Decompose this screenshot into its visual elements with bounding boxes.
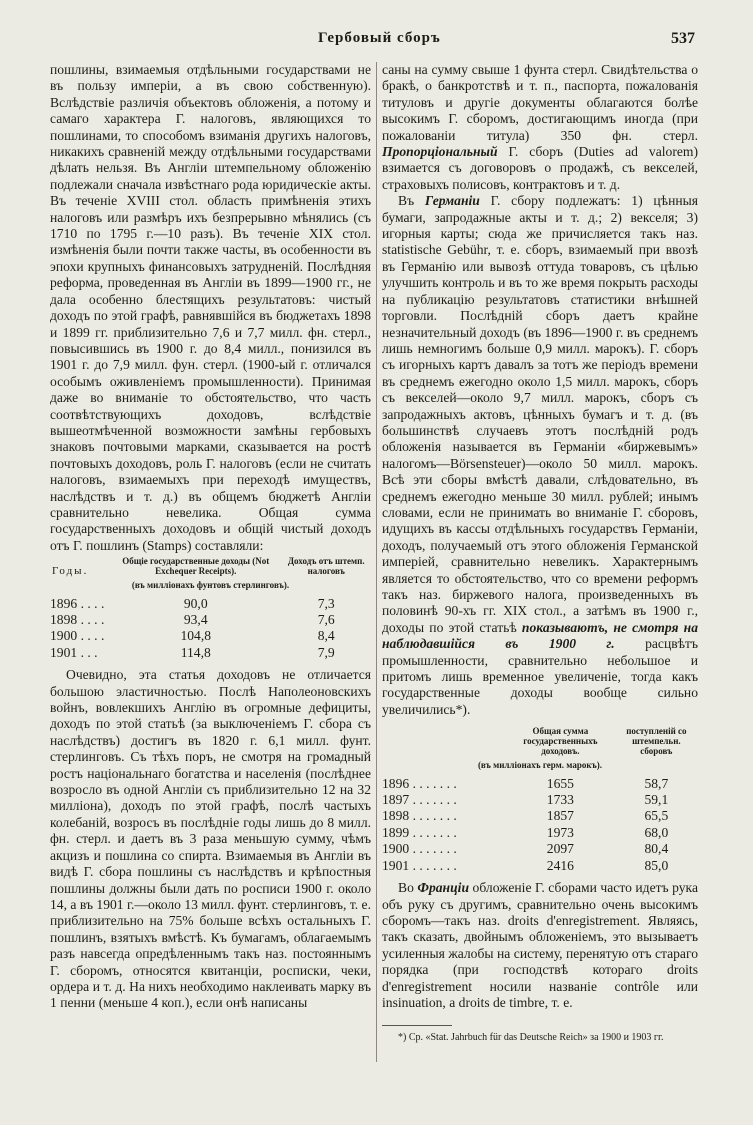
table-row — [382, 841, 698, 857]
table-cell-stamps: 7,3 — [317, 595, 335, 611]
table-cell-year: 1901 . . . . . . . — [382, 857, 457, 873]
table-row — [50, 612, 371, 628]
text-run: Въ — [398, 193, 415, 209]
germany-revenue-table — [382, 726, 698, 874]
page-number: 537 — [671, 30, 695, 47]
table-cell-year: 1900 . . . . — [50, 628, 105, 644]
table-row — [50, 628, 371, 644]
table-cell-year: 1900 . . . . . . . — [382, 841, 457, 857]
table-unit: (въ милліонахъ фунтовъ стерлинговъ). — [131, 580, 290, 591]
table-row — [50, 596, 371, 612]
table-cell-stamps: 58,7 — [644, 775, 669, 791]
table-cell-year: 1898 . . . . . . . — [382, 808, 457, 824]
text-run: Во — [398, 880, 414, 896]
table-header-total: Общая сумма государственныхъ доходовъ. — [523, 726, 598, 757]
table-cell-total: 1973 — [546, 824, 574, 840]
text-run: саны на сумму свыше 1 фунта стерл. Свидѣтельства о бракѣ, о банкротствѣ и т. п., паспорта, пожалованія титуловъ и другіе документы облагаются болѣе высокимъ Г. сборомъ, достигающимъ иногда (при пожалованіи титула) 350 фн. стерл. — [382, 62, 698, 143]
table-cell-total: 1857 — [546, 808, 574, 824]
table-cell-total: 93,4 — [183, 612, 208, 627]
table-header-stamps: поступленій со штемпельн. сборовъ — [626, 726, 687, 757]
emphasis: Германіи — [424, 193, 480, 209]
table-row — [382, 858, 698, 874]
paragraph: Очевидно, эта статья доходовъ не отличается большою эластичностью. Послѣ Наполеоновскихъ войнъ, вовлекшихъ Англію въ огромные дефициты, доходъ по этой статьѣ (за выключеніемъ Г. сбора съ наслѣдствъ) достигъ въ 1820 г. 6,1 милл. фунт. стерлинговъ. Съ тѣхъ поръ, не смотря на громадный ростъ національнаго богатства и населенія (послѣднее возросло въ одной Англіи съ приблизительно 12 на 32 милліона), доходъ по этой графѣ, послѣ частыхъ колебаній, возросъ въ послѣдніе годы лишь до 8 милл. фн. стерл. и даетъ въ 3 раза меньшую сумму, чѣмъ акцизъ и пошлина со спирта. Взимаемыя въ Англіи въ видѣ Г. сбора пошлины съ наслѣдствъ и крѣпостныя пошлины должны были дать по росписи 1900 г. около 14, а въ 1901 г.—около 13 милл. фунт. стерлинговъ, т. е. приблизительно на 75% больше всѣхъ остальныхъ Г. пошлинъ, взятыхъ вмѣстѣ. Къ бумагамъ, облагаемымъ разъ навсегда опредѣленнымъ такъ наз. постояннымъ Г. сборомъ, относятся квитанціи, росписки, чеки, ордера и т. д. На нихъ необходимо наклеивать марку въ 1 пенни (меньше 4 коп.), если онѣ написаны — [50, 667, 371, 1011]
table-cell-total: 2416 — [546, 857, 574, 873]
page-header — [0, 30, 753, 54]
paragraph — [382, 880, 698, 1011]
table-cell-stamps: 85,0 — [644, 857, 669, 873]
table-cell-year: 1901 . . . — [50, 644, 98, 660]
table-cell-stamps: 7,6 — [317, 612, 335, 627]
column-divider — [376, 62, 377, 1062]
table-row — [382, 825, 698, 841]
table-cell-stamps: 65,5 — [644, 808, 669, 824]
footnote: *) Ср. «Stat. Jahrbuch für das Deutsche Reich» за 1900 и 1903 гг. — [398, 1032, 664, 1044]
emphasis: Франціи — [417, 880, 470, 896]
text-run: расцвѣтъ промышленности, сравнительно небольшое и притомъ лишь временное увеличеніе, тогда какъ государственные доходы вообще сильно увеличились*). — [382, 636, 698, 717]
table-cell-total: 1733 — [546, 792, 574, 808]
table-cell-year: 1898 . . . . — [50, 612, 105, 627]
table-header-stamps: Доходъ отъ штемп. налоговъ — [287, 556, 365, 577]
running-title: Гербовый сборъ — [318, 30, 441, 46]
footnote-rule — [382, 1025, 452, 1026]
table-cell-stamps: 59,1 — [644, 792, 669, 808]
table-row — [382, 792, 698, 808]
table-cell-stamps: 80,4 — [644, 841, 669, 857]
table-unit: (въ милліонахъ герм. марокъ). — [477, 760, 603, 771]
table-cell-total: 2097 — [546, 841, 574, 857]
paragraph: пошлины, взимаемыя отдѣльными государствами не въ пользу имперіи, а въ свою собственную). Вслѣдствіе различія объектовъ обложенія, а потому и самаго характера Г. налоговъ, являющихся то пошлинами, то способомъ взиманія другихъ налоговъ, никакихъ сравненій между отдѣльными государствами дѣлать нельзя. Въ Англіи штемпельному обложенію подлежали сначала извѣстнаго рода юридическіе акты. Въ теченіе XVIII стол. область примѣненія этихъ налоговъ или размѣръ ихъ безпрерывно мѣнялись (съ 1710 по 1795 г.—10 разъ). Въ теченіе XIX стол. измѣненія были почти также часты, въ особенности въ эпохи крупныхъ финансовыхъ затрудненій. Послѣдняя реформа, проведенная въ Англіи въ 1899—1900 гг., не дала особенно блестящихъ результатовъ: чистый доходъ по этой графѣ, равнявшійся въ бюджетахъ 1898 и 1899 гг. приблизительно 7,6 и 7,7 милл. фн. стерл., повысившись въ 1900 г. до 8,4 милл., понизился въ 1901 г. до 7,9 милл. фун. стерл. (1900-ый г. отличался особымъ оживленіемъ промышленности). Принимая даже во вниманіе то обстоятельство, что часть соотвѣтствующихъ доходовъ, вслѣдствіе вышеотмѣченной возможности замѣны гербовыхъ знаковъ почтовыми марками, сказывается на ростѣ почтовыхъ доходовъ, роль Г. налоговъ (если не считать налоговъ, взимаемыхъ при переходѣ имуществъ, наслѣдствъ и т. д.) въ общемъ бюджетѣ Англіи сравнительно невелика. Общая сумма государственныхъ доходовъ и общій чистый доходъ отъ Г. пошлинъ (Stamps) составляли: — [50, 62, 371, 553]
table-cell-total: 1655 — [546, 775, 574, 791]
table-cell-total: 90,0 — [183, 595, 208, 611]
left-column — [50, 62, 371, 1012]
text-run: обложеніе Г. сборами часто идетъ рука объ руку съ другимъ, сравнительно очень высокимъ сборомъ—такъ наз. droits d'enregistrement. Являясь, такъ сказать, двойнымъ обложеніемъ, это вызываетъ усиленныя жалобы на систему, перенятую отъ стараго порядка (при господствѣ котораго droits d'enregistrement носили названіе contrôle или insinuation, a droits de timbre, т. е. — [382, 880, 698, 1010]
table-cell-year: 1896 . . . . . . . — [382, 775, 457, 791]
table-cell-stamps: 68,0 — [644, 824, 669, 840]
emphasis: показываютъ, не смотря на наблюдавшійся въ 1900 г. — [382, 619, 698, 652]
paragraph — [382, 193, 698, 718]
table-cell-total: 114,8 — [180, 644, 211, 660]
table-header-year: Годы. — [52, 565, 89, 578]
england-revenue-table — [50, 556, 371, 661]
table-header-year — [382, 726, 506, 756]
table-cell-year: 1896 . . . . — [50, 595, 105, 611]
table-cell-year: 1899 . . . . . . . — [382, 824, 457, 840]
right-column — [382, 62, 698, 1044]
paragraph — [382, 62, 698, 193]
table-row — [382, 776, 698, 792]
table-row — [382, 808, 698, 824]
text-run: Г. сбору подлежатъ: 1) цѣнныя бумаги, запродажные акты и т. д.; 2) векселя; 3) игорныя карты; сюда же причисляется такъ наз. statistische Gebühr, т. е. сборъ, взимаемый при ввозѣ въ Германію или вывозѣ оттуда товаровъ, съ цѣлью улучшить контроль и въ то же время покрыть расходы на публикацію результатовъ статистики внѣшней торговли. Послѣдній сборъ даетъ крайне незначительный доходъ (въ 1896—1900 г. въ среднемъ лишь немногимъ больше 0,9 милл. марокъ). Г. сборъ съ игорныхъ картъ давалъ за тотъ же періодъ времени въ среднемъ ежегодно около 1,5 милл. марокъ, сборъ съ векселей—около 9,7 милл. марокъ, сборъ съ запродажныхъ актовъ, цѣнныхъ бумагъ и т. д. (въ большинствѣ случаевъ этотъ послѣдній родъ обложенія называется въ Германіи «биржевымъ» налогомъ—Börsensteuer)—около 50 милл. марокъ. Всѣ эти сборы вмѣстѣ давали, слѣдовательно, въ среднемъ ежегодно меньше 30 милл. рублей; инымъ словами, если не принимать во вниманіе Г. сборовъ, идущихъ въ кассы отдѣльныхъ государствъ Германіи, доходъ, получаемый отъ этого обложенія Германской имперіей, сравнительно невеликъ. Характернымъ является то обстоятельство, что со времени реформъ такъ наз. биржевого налога, произведенныхъ въ половинѣ 90-хъ гг. XIX стол., а затѣмъ въ 1900 г., доходы по этой статьѣ — [382, 193, 699, 635]
table-row — [50, 645, 371, 661]
table-cell-stamps: 8,4 — [317, 628, 335, 644]
table-header-total: Общіе государственные доходы (Not Exchequer Receipts). — [122, 556, 270, 577]
table-cell-total: 104,8 — [180, 628, 212, 644]
emphasis: Пропорціональный — [382, 144, 498, 160]
table-cell-stamps: 7,9 — [317, 644, 335, 660]
text-run: Г. сборъ (Duties ad valorem) взимается съ договоровъ о продажѣ, съ векселей, страховыхъ полисовъ, контрактовъ и т. д. — [382, 144, 698, 192]
table-cell-year: 1897 . . . . . . . — [382, 792, 457, 808]
